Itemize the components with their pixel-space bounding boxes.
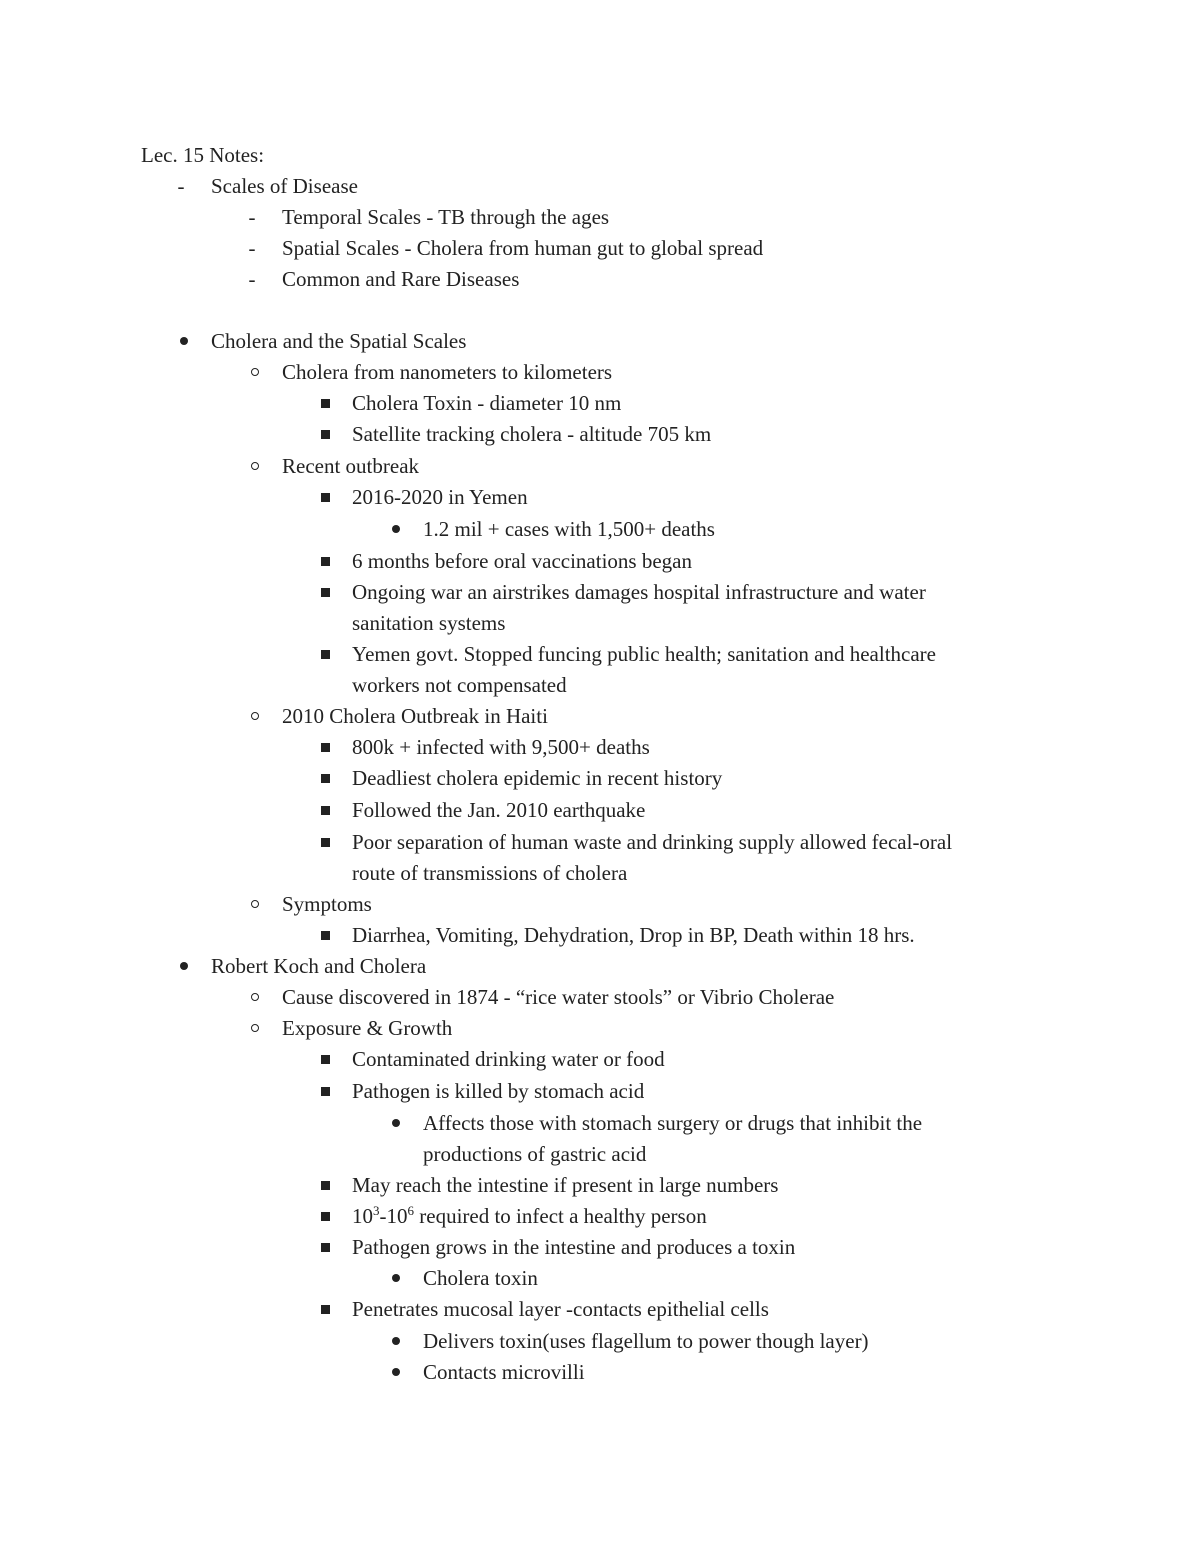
subsection-heading: 2010 Cholera Outbreak in Haiti [282,704,548,728]
square-bullet-icon [321,931,330,940]
square-bullet-icon [321,493,330,502]
dash-bullet: - [248,236,256,260]
list-item [352,1201,707,1232]
list-item: Affects those with stomach surgery or drugs that inhibit the [423,1111,923,1135]
list-item: Cholera Toxin - diameter 10 nm [352,391,622,415]
list-item: Cholera toxin [423,1266,538,1290]
square-bullet-icon [321,430,330,439]
hollow-bullet-icon [251,462,259,470]
square-bullet-icon [321,399,330,408]
list-item-continuation: route of transmissions of cholera [352,861,628,885]
list-item: 2016-2020 in Yemen [352,485,528,509]
list-item: Pathogen is killed by stomach acid [352,1079,645,1103]
square-bullet-icon [321,1305,330,1314]
section-heading: Cholera and the Spatial Scales [211,329,467,353]
list-item: Followed the Jan. 2010 earthquake [352,798,646,822]
filled-bullet-icon [392,1368,400,1376]
dash-bullet: - [248,267,256,291]
section-heading: Robert Koch and Cholera [211,954,427,978]
filled-bullet-icon [392,1337,400,1345]
list-item: Contacts microvilli [423,1360,585,1384]
square-bullet-icon [321,838,330,847]
square-bullet-icon [321,1243,330,1252]
hollow-bullet-icon [251,900,259,908]
list-item: Common and Rare Diseases [282,267,520,291]
exponent-base: -10 [379,1204,408,1228]
list-item-continuation: productions of gastric acid [423,1142,647,1166]
subsection-heading: Symptoms [282,892,372,916]
square-bullet-icon [321,806,330,815]
list-item: Contaminated drinking water or food [352,1047,665,1071]
filled-bullet-icon [180,962,188,970]
dash-bullet: - [248,205,256,229]
list-item: 1.2 mil + cases with 1,500+ deaths [423,517,715,541]
list-item: Delivers toxin(uses flagellum to power though layer) [423,1329,869,1353]
subsection-heading: Recent outbreak [282,454,420,478]
exponent-base: 10 [352,1204,373,1228]
square-bullet-icon [321,588,330,597]
list-item: 800k + infected with 9,500+ deaths [352,735,650,759]
hollow-bullet-icon [251,993,259,1001]
list-item: Pathogen grows in the intestine and produces a toxin [352,1235,796,1259]
list-item-continuation: workers not compensated [352,673,567,697]
scales-heading: Scales of Disease [211,174,358,198]
subsection-heading: Cause discovered in 1874 - “rice water stools” or Vibrio Cholerae [282,985,835,1009]
square-bullet-icon [321,1181,330,1190]
list-item: Penetrates mucosal layer -contacts epithelial cells [352,1297,769,1321]
list-item: Yemen govt. Stopped funcing public health; sanitation and healthcare [352,642,936,666]
hollow-bullet-icon [251,1024,259,1032]
hollow-bullet-icon [251,368,259,376]
list-item: Deadliest cholera epidemic in recent history [352,766,723,790]
list-item-continuation: sanitation systems [352,611,506,635]
list-item: Ongoing war an airstrikes damages hospital infrastructure and water [352,580,926,604]
list-item: Diarrhea, Vomiting, Dehydration, Drop in BP, Death within 18 hrs. [352,923,915,947]
list-item: Temporal Scales - TB through the ages [282,205,610,229]
square-bullet-icon [321,1087,330,1096]
square-bullet-icon [321,557,330,566]
filled-bullet-icon [392,1274,400,1282]
hollow-bullet-icon [251,712,259,720]
square-bullet-icon [321,1212,330,1221]
exponent: 3 [373,1203,380,1218]
list-item: 6 months before oral vaccinations began [352,549,692,573]
list-item: Spatial Scales - Cholera from human gut to global spread [282,236,764,260]
subsection-heading: Cholera from nanometers to kilometers [282,360,613,384]
dash-bullet: - [177,174,185,198]
square-bullet-icon [321,743,330,752]
list-item-text: required to infect a healthy person [414,1204,707,1228]
list-item: May reach the intestine if present in large numbers [352,1173,779,1197]
subsection-heading: Exposure & Growth [282,1016,453,1040]
list-item: Satellite tracking cholera - altitude 705 km [352,422,712,446]
square-bullet-icon [321,774,330,783]
filled-bullet-icon [392,525,400,533]
filled-bullet-icon [180,337,188,345]
exponent: 6 [407,1203,414,1218]
notes-title: Lec. 15 Notes: [141,143,265,167]
square-bullet-icon [321,1055,330,1064]
list-item: Poor separation of human waste and drinking supply allowed fecal-oral [352,830,953,854]
square-bullet-icon [321,650,330,659]
filled-bullet-icon [392,1119,400,1127]
